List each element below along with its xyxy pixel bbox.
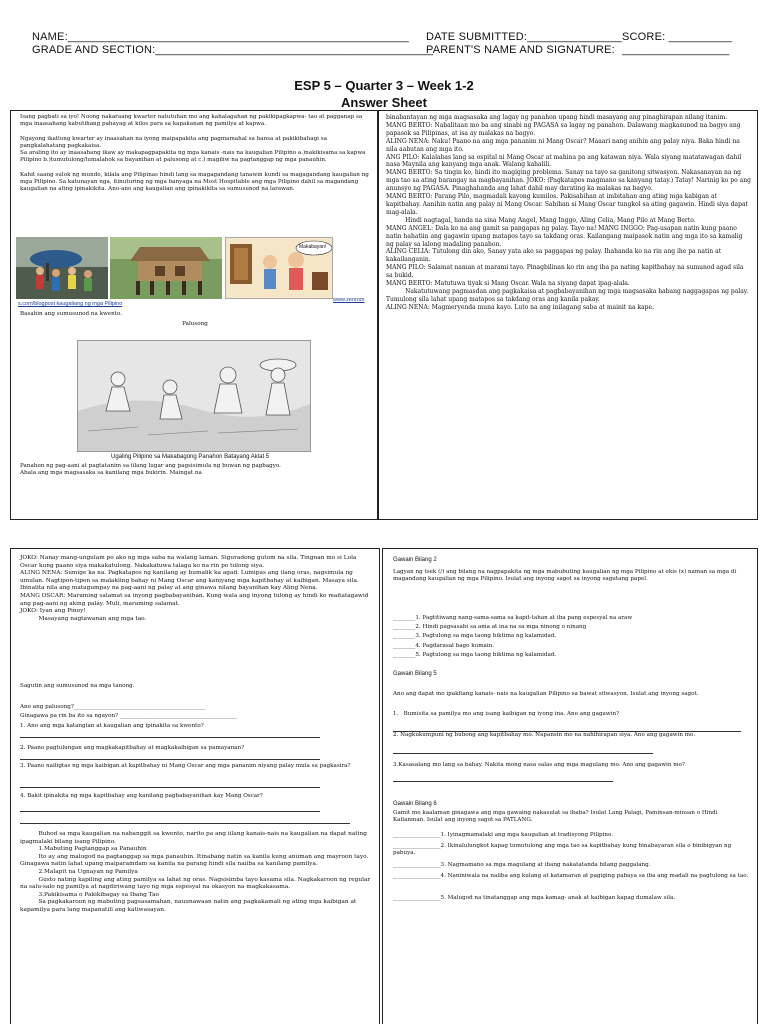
score-field: SCORE: __________ <box>622 31 732 43</box>
parent-signature-field: PARENT'S NAME AND SIGNATURE: <box>426 44 615 56</box>
story-after-illustration: Panahon ng pag-aani at pagtatanim sa iilang lugar ang pagsisimula ng buwan ng pagbagyo. Abala ang mga magsasaka sa kanilang mga bukirin. Maingat na <box>20 463 281 477</box>
answer-line[interactable] <box>393 781 613 782</box>
gawain-6-instruction: Gamit mo kaalaman ginagawa ang mga gawaing nakasulat sa ibaba? Isulat Lang Palagi, Paminsan-minsan o Hindi Kailanman. Isulat ang inyong sagot sa PATLANG. <box>393 810 720 824</box>
name-field: NAME:______________________________________________________ <box>32 31 409 43</box>
question-2: 2. Paano pagtulungan ang magkakapitbahay at magkakaibigan sa pamayanan? <box>20 745 245 751</box>
story-illustration <box>77 340 311 452</box>
gawain-6-item: _________________5. Malugod na tinatanggap ang mga kamag- anak at kaibigan kapag dumalaw sila. <box>393 895 676 901</box>
answer-sheet-title: Answer Sheet <box>341 95 427 110</box>
answer-line[interactable] <box>20 811 320 812</box>
page1-right-panel <box>378 110 758 520</box>
gawain-6-item: _________________1. Iyinagmamalaki ang mga kaugalian at tradisyong Pilipino. <box>393 832 614 838</box>
gawain-6-item: _________________3. Nagmamano sa mga magulang at ibang nakatatanda bilang paggalang. <box>393 862 651 868</box>
photo-source-right[interactable]: www.zenrom <box>333 297 365 303</box>
illustration-caption: Ugaling Pilipino sa Makabagong Panahon Batayang Aklat 5 <box>111 454 270 460</box>
story-title: Palusong <box>182 321 208 327</box>
questions-instruction: Sagutin ang sumusunod na mga tanong. <box>20 683 135 689</box>
gawain-6-item: _________________4. Naniniwala na naiiba ang kulang at katamaran at pagiging pabaya sa iba ang madali na pagtulong sa tao. <box>393 873 749 879</box>
gawain-2-item: ________4. Pagdarasal bago kumain. <box>393 643 495 649</box>
gawain-6-title: Gawain Bilang 6 <box>393 801 437 807</box>
answer-line[interactable] <box>20 787 320 788</box>
question-4: 4. Bakit ipinakita ng mga kapitbahay ang kanilang pagbabayanihan kay Mang Oscar? <box>20 793 263 799</box>
grade-section-field: GRADE AND SECTION:____________________________________________ <box>32 44 434 56</box>
photo-cartoon-greeting <box>225 237 333 299</box>
photo-rain-people <box>16 237 108 299</box>
gawain-5-q3: 3.Kasasalang mo lang sa bahay. Nakita mong nasa salas ang mga magulang mo. Ano ang gagawin mo? <box>393 762 685 768</box>
gawain-2-title: Gawain Bilang 2 <box>393 557 437 563</box>
gawain-5-title: Gawain Bilang 5 <box>393 671 437 677</box>
gawain-2-item: ________2. Hindi pagsasabi sa ama at ina na sa mga ninong o ninang <box>393 624 587 630</box>
gawain-2-item: ________1. Pagtitiwang nang-sama-sama sa kapit-tahan at iba pang espesyal na araw <box>393 615 633 621</box>
answer-line[interactable] <box>20 737 320 738</box>
photo-source-left[interactable]: s.com/blogpost kaugaliang ng mga Pilipino <box>18 301 123 307</box>
gawain-6-item: _________________2. Ikinalulungkot kapag tumutulong ang mga tao sa kapitbahay kung binabayaran sila o binibigyan ng pabuya. <box>393 843 733 857</box>
gawain-2-item: ________3. Pagtulong sa mga taong biktima ng kalamidad. <box>393 633 557 639</box>
page2-right-panel <box>382 548 758 1024</box>
gawain-5-q2: 2. Nagkukumpuni ng bubong ang kapitbahay mo. Napansin mo na nahihirapan siya. Ano ang gagawin mo. <box>393 732 696 738</box>
parent-signature-line: _________________ <box>622 44 730 56</box>
page2-left-panel <box>10 548 380 1024</box>
photo-bayanihan-house <box>110 237 222 299</box>
answer-line[interactable] <box>393 753 653 754</box>
question-3: 3. Paano nailigtas ng mga kaibigan at kapitbahay ni Mang Oscar ang mga pananim niyang palay mula sa pagkasira? <box>20 763 351 769</box>
page-title: ESP 5 – Quarter 3 – Week 1-2 <box>294 78 474 93</box>
question-1: 1. Ano ang mga katangian at kaugalian ang ipinakita sa kwento? <box>20 723 204 729</box>
read-instruction: Basahin ang sumusunod na kwento. <box>20 311 123 317</box>
dialogue-text: binabantayan ng mga magsasaka ang lagay ng panahon upang hindi masayang ang pinaghirapan nilang itanim. MANG BERTO: Nabalitaan mo ba ang sinabi ng PAGASA sa lagay ng panahon. Dalawang magkasunod na bagyo ang papasok sa Pilipinas, at isa ay malakas na bagyo. ALING NENA: Naku! Paano na ang mga pananim ni Mang Oscar? Maaari nang anihin ang palay niya. Baka hindi na nila aabutan ang mga ito. ANG PILO: Kalalabas lang sa ospital ni Mang Oscar at mahina pa ang katawan niya. Wala siyang matatawagan dahil nasa Maynila ang kanyang mga anak. Walang kahalili. MANG BERTO: Sa tingin ko, hindi ito magiging problema. Sanay na tayo sa ganitong sitwasyon. Nakasanayan na ng mga tao sa ating barangay na magbayanihan. JOKO: (Pagkatapos magmano sa kanyang tatay.) Tatay! Narinig ko po ang anunsyo ng PAGASA. Pinaghahanda ang lahat dahil may darating ka malakas na bagyo. MANG BERTO: Parang Pilo, magmadali kayong kumilos. Pakisabihan at imbitahan ang ating mga kabigan at kapitbahay. Aanihin natin ang palay ni Mang Oscar. Sabihan si Mang Oscar tungkol sa ating gagawin. Hindi siya dapat mag-alala. Hindi nagtagal, handa na sina Mang Angel, Mang Inggo, Aling Celia, Mang Pilo at Mang Berto. MANG ANGEL: Dala ko na ang gamit sa pangapas ng palay. Tayo na! MANG INGGO: Pag-usapan natin kung paano natin hahatiin ang gagawin upang matapos tayo sa takdang oras. Kailangang maipasok natin ang mga ito sa kamalig ng palay sa lalong madaling panahon. ALING CELIA: Tutulong din ako, Sanay yata ako sa paggapas ng palay. Ihahanda ko na rin ang ihe pa natin at kakailanganin. MANG PILO: Salamat naman at marami tayo. Pinagbilinan ko rin ang iba pa nating kapitbahay na sumunod agad sila sa bukid. MANG BERTO: Matutuwa tiyak si Mang Oscar. Wala na siyang dapat ipag-alala. Nakatutuwang pagmasdan ang pagkakaisa at pagbabayanihan ng mga magsasaka habang naggagapas ng palay. Tumulong sila lahat upang matapos sa takdang oras ang kanila pakay. ALING NENA: Magmeryenda muna kayo. Luto na ang inilagang saba at mainit na kape. <box>386 114 751 311</box>
gawain-5-instruction: Ano ang dapat mo ipakitang kanais- nais na kaugalian Pilipino sa bawat sitwasyon. Isulat ang inyong sagot. <box>393 691 699 697</box>
kaugalian-body: Buhod sa mga kaugalian na nabanggit sa kwento, narito pa ang iilang kanais-nais na kaugalian na dapat nating ipagmalaki bilang isang Pilipino. 1.Mabuting Pagtanggap sa Panauhin Ito ay ang malugod na pagtanggap sa mga panauhin. Itinabang natin sa kanila kung anuman ang mayroon tayo. Ginagawa natin lahat upang maiparamdam sa kanila na parang hindi sila naiiba sa kanilang pamilya. 2.Malapit na Ugnayan ng Pamilya Gusto nating kapiling ang ating pamilya sa lahat ng oras. Nagsisimba tayo kasama sila. Nagkakaroon ng regular na salu-salo ng pamilya at nagdiriwang tayo ng mga espesyal na okasyon na magkakasama. 3.Pakikisama o Pakikibagay sa Ibang Tao Sa pagkakaroon ng mabuting pagsasamahan, nauunawaan natin ang pagkakamali ng ating mga kaibigan at kapamilya para lang mapanatili ang katiwasayan. <box>20 831 371 913</box>
page1-left-panel <box>10 110 378 520</box>
date-submitted-field: DATE SUBMITTED:_______________ <box>426 31 622 43</box>
question-palusong: Ano ang palusong?_______________________________________________ <box>20 704 206 710</box>
gawain-2-item: ________5. Pagtulong sa mga taong biktima ng kalamidad. <box>393 652 557 658</box>
gawain-5-q1: 1. Bumisita sa pamilya mo ang isang kaibigan ng iyong ina. Ano ang gagawin? <box>393 711 620 717</box>
question-ginagawa: Ginagawa pa rin ba ito sa ngayon? __________________________________________ <box>20 713 238 719</box>
gawain-2-instruction: Lagyan ng tsek (/) ang bilang na nagpapakita ng mga mabubuting kaugalian ng mga Pilipino at ekis (x) naman sa mga di magandang kaugalian ng mga Pilipino. Isulat ang inyong sagot sa inyong sagutang papel. <box>393 569 739 583</box>
intro-text: Isang pagbati sa iyo! Noong nakaraang kwarter natutuhan mo ang kahalagahan ng pakikipagkapwa- tao at pagganap sa mga inaasahang kabutihang pahayag at kilos para sa kapakanan ng pamilya at kapwa. Ngayong ikatlong kwarter ay inaasahan na iyong maipapakita ang pagmamahal sa bansa at pakikibahagi sa pangkalahatang pagkakaisa. Sa araling ito ay inaasahang ikaw ay makapagpapakita ng mga kanais -nais na kaugalian Pilipino a.)nakikisama sa kapwa Pilipino b.)tumutulong/lumalahok sa bayanihan at palusong at c.) magiliw na pagtanggap ng mga panauhin. Kahit saang sulok ng mundo, kilala ang Pilipinas hindi lang sa magagandang tanawin kundi sa magagandang kaugalian ng mga Pilipino. Sa katunayan nga, itinuturing ng mga banyaga na Most Hospitable ang mga Pilipino dahil sa magandang kaugalian na ating ipinakikita. Ano-ano ang kaugalian ang ipinakikita sa sumusunod na larawan. <box>20 114 369 193</box>
answer-line[interactable] <box>20 823 350 824</box>
story-continuation: JOKO: Nanay mang-ungulam po ako ng mga saba na walang laman. Siguradong gutom na sila. Tingnan mo si Lola Oscar kung paano siya makakatulong. Nakakatuwa talaga ko na rin po tulong siya. ALING NENA: Sumige ka na. Pagkatapos ng kanilang ay bumalik ka agad. Lumipas ang ilang oras, nagsimula ng umulan. Nagtipon-tipon sa malakiing bahay ni Mang Oscar ang kaniyang mga kapitbahay at kaibigan. Masaya sila. Ibinalita nila ang matagumpay na pag-aani ng palay at ang ginawa nilang bayanihan kay Aling Nena. MANG OSCAR: Maraming salamat sa inyong pagbabayanihan. Kung wala ang inyong tulong ay hindi ko maitatagawid ang pag-aani ng aking palay. Muli, maraming salamat. JOKO: Iyan ang Pinoy! Masayang nagtawanan ang mga tao. <box>20 555 369 622</box>
greeting-speech-bubble: Makabayan! <box>299 244 327 250</box>
answer-line[interactable] <box>20 759 320 760</box>
